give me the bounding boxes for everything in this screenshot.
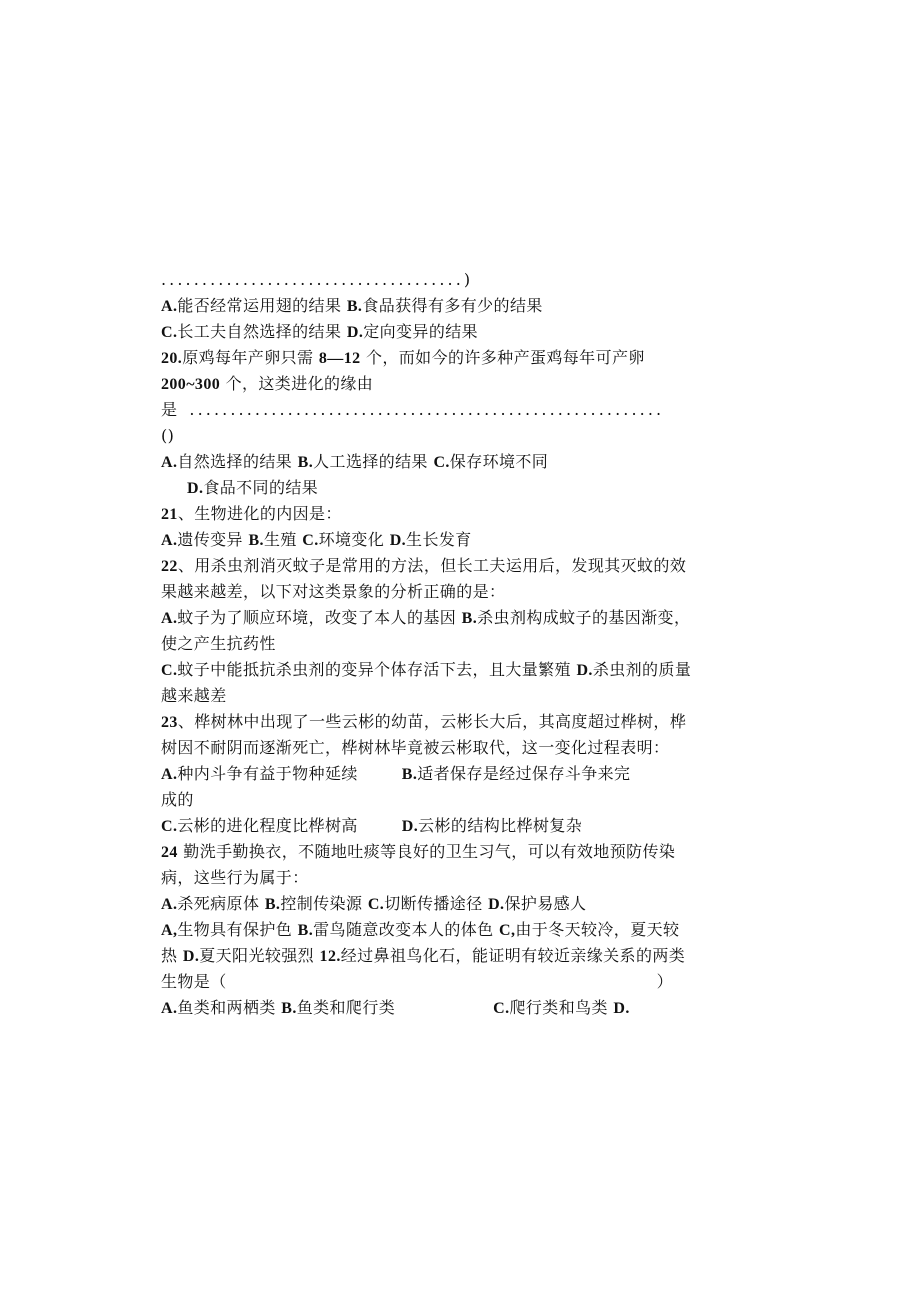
option-text: 食品获得有多有少的结果 — [362, 296, 543, 315]
option-text: 蚊子中能抵抗杀虫剂的变异个体存活下去，且大量繁殖 — [177, 660, 577, 679]
question-line — [161, 582, 505, 602]
question-text: 经过鼻祖鸟化石，能证明有较近亲缘关系的两类 — [340, 946, 686, 965]
option-text: 生长发育 — [406, 530, 472, 549]
question-number: 23 — [161, 714, 178, 731]
option-text: 热 — [161, 946, 183, 965]
option-line — [161, 452, 548, 473]
option-text: 杀虫剂构成蚊子的基因渐变， — [477, 608, 691, 627]
answer-bracket — [161, 426, 174, 446]
question-line — [161, 504, 342, 525]
option-label: B. — [281, 1000, 297, 1017]
option-label: A. — [161, 1000, 178, 1017]
option-text: 生殖 — [263, 530, 303, 549]
option-text: 控制传染源 — [280, 894, 368, 913]
option-line — [161, 322, 478, 343]
option-label: D. — [187, 480, 204, 497]
option-line — [161, 790, 194, 810]
option-label: B. — [297, 454, 314, 471]
option-text: 保护易感人 — [504, 894, 587, 913]
option-label: C. — [161, 324, 178, 341]
question-line — [161, 348, 645, 369]
question-line — [161, 400, 664, 420]
option-label: A. — [161, 454, 178, 471]
option-text: 越来越差 — [161, 686, 227, 705]
option-text: 云彬的结构比桦树复杂 — [418, 816, 583, 835]
option-label: D. — [182, 948, 200, 965]
option-text: 遗传变异 — [177, 530, 249, 549]
option-text: 夏天阳光较强烈 — [199, 946, 320, 965]
option-text: 蚊子为了顺应环境，改变了本人的基因 — [177, 608, 462, 627]
option-label: A, — [161, 922, 178, 939]
option-label: D. — [401, 818, 419, 835]
option-text: 鱼类和爬行类 — [296, 998, 396, 1017]
question-text: 、用杀虫剂消灭蚊子是常用的方法，但长工夫运用后，发现其灭蚊的效 — [177, 556, 687, 575]
option-label: C. — [161, 662, 178, 679]
option-text: 自然选择的结果 — [177, 452, 298, 471]
question-line — [161, 842, 675, 863]
question-text: 个，而如今的许多种产蛋鸡每年可产卵 — [360, 348, 645, 367]
question-text: 病，这些行为属于： — [161, 868, 309, 887]
question-text: 个，这类进化的缘由 — [220, 374, 374, 393]
option-line — [161, 998, 630, 1019]
option-label: A. — [161, 896, 178, 913]
question-text: 、生物进化的内因是： — [177, 504, 342, 523]
number-text: 8—12 — [318, 350, 361, 367]
option-label: B. — [401, 766, 418, 783]
question-line — [161, 868, 309, 888]
option-text: 能否经常运用翅的结果 — [177, 296, 347, 315]
option-label: C. — [161, 818, 178, 835]
option-text: 人工选择的结果 — [313, 452, 434, 471]
question-text: 原鸡每年产卵只需 — [182, 348, 319, 367]
option-label: D. — [613, 1000, 630, 1017]
option-text: 切断传播途径 — [384, 894, 489, 913]
option-label: C. — [367, 896, 385, 913]
question-number: 22 — [161, 558, 178, 575]
option-label: D. — [346, 324, 364, 341]
option-label: B. — [461, 610, 478, 627]
option-label: C, — [499, 922, 516, 939]
question-text: 树因不耐阴而逐渐死亡，桦树林毕竟被云彬取代，这一变化过程表明： — [161, 738, 670, 757]
question-line — [161, 712, 686, 733]
option-label: B. — [297, 922, 314, 939]
option-text: 爬行类和鸟类 — [509, 998, 614, 1017]
option-text: 鱼类和两栖类 — [177, 998, 282, 1017]
option-label: A. — [161, 298, 178, 315]
dotted-leader: .......................................................... — [189, 400, 665, 419]
option-text: 定向变异的结果 — [363, 322, 479, 341]
option-label: A. — [161, 610, 178, 627]
option-line — [161, 296, 543, 317]
option-text: 生物具有保护色 — [177, 920, 298, 939]
option-label: C. — [302, 532, 319, 549]
option-line — [161, 764, 630, 785]
option-label: A. — [161, 532, 178, 549]
option-label: D. — [389, 532, 407, 549]
option-text: 长工夫自然选择的结果 — [177, 322, 347, 341]
option-label: A. — [161, 766, 178, 783]
option-text: 种内斗争有益于物种延续 — [177, 764, 358, 783]
number-text: 200~300 — [161, 376, 221, 393]
option-line — [161, 634, 276, 654]
option-line — [187, 478, 318, 499]
option-text: 杀死病原体 — [177, 894, 265, 913]
option-text: 云彬的进化程度比桦树高 — [177, 816, 358, 835]
option-line — [161, 816, 582, 837]
option-text: 环境变化 — [318, 530, 390, 549]
question-line — [161, 972, 673, 992]
question-text: 是 — [161, 400, 178, 419]
option-text: 食品不同的结果 — [203, 478, 319, 497]
option-line — [161, 686, 227, 706]
question-text: 勤洗手勤换衣，不随地吐痰等良好的卫生习气，可以有效地预防传染 — [177, 842, 676, 861]
option-line — [161, 920, 679, 941]
option-text: 使之产生抗药性 — [161, 634, 276, 653]
question-line — [161, 556, 686, 577]
text-line — [161, 270, 473, 290]
option-text: 由于冬天较冷，夏天较 — [515, 920, 680, 939]
question-line — [161, 946, 685, 967]
question-number: 20. — [161, 350, 183, 367]
option-line — [161, 530, 472, 551]
bracket-text: ） — [656, 972, 674, 991]
option-text: 成的 — [161, 790, 194, 809]
option-label: D. — [576, 662, 593, 679]
option-line — [161, 660, 691, 681]
question-text: 生物是（ — [161, 972, 227, 991]
dotted-leader: .....................................) — [161, 270, 474, 289]
option-text: 雷鸟随意改变本人的体色 — [313, 920, 500, 939]
bracket-text: () — [161, 426, 175, 445]
question-number: 21 — [161, 506, 178, 523]
question-number: 12. — [319, 948, 341, 965]
option-line — [161, 608, 690, 629]
option-text: 杀虫剂的质量 — [592, 660, 692, 679]
option-text: 保存环境不同 — [449, 452, 549, 471]
question-number: 24 — [161, 844, 178, 861]
option-label: D. — [488, 896, 505, 913]
option-line — [161, 894, 586, 915]
option-label: C. — [493, 1000, 510, 1017]
question-text: 、桦树林中出现了一些云彬的幼苗，云彬长大后，其高度超过桦树，桦 — [177, 712, 687, 731]
option-label: B. — [248, 532, 264, 549]
option-label: B. — [264, 896, 281, 913]
option-text: 适者保存是经过保存斗争来完 — [417, 764, 631, 783]
question-text: 果越来越差，以下对这类景象的分析正确的是： — [161, 582, 506, 601]
option-label: B. — [346, 298, 363, 315]
question-line — [161, 374, 373, 395]
question-line — [161, 738, 669, 758]
option-label: C. — [433, 454, 450, 471]
